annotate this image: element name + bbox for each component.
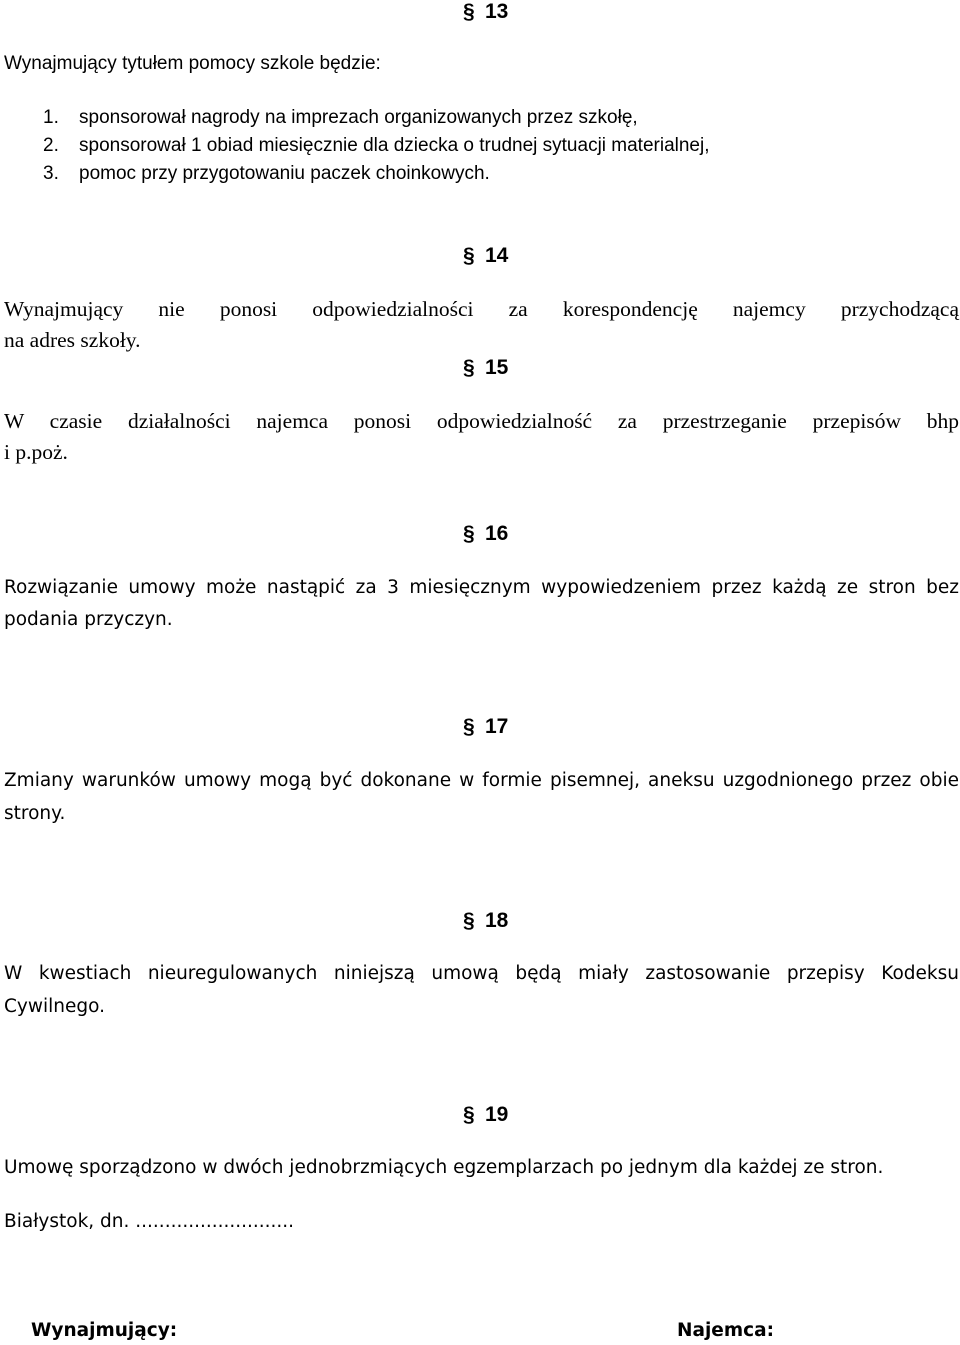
section-number: 19 bbox=[485, 1103, 509, 1126]
list-item-number: 3. bbox=[43, 163, 59, 184]
section-14-line-1: Wynajmujący nie ponosi odpowiedzialności za korespondencję najemcy przychodzącą bbox=[4, 297, 959, 321]
section-symbol: § bbox=[463, 356, 475, 379]
section-19-heading bbox=[463, 1103, 508, 1127]
section-number: 14 bbox=[485, 244, 509, 267]
section-symbol: § bbox=[463, 0, 475, 23]
section-16-line-2: podania przyczyn. bbox=[4, 609, 173, 630]
section-18-line-2: Cywilnego. bbox=[4, 996, 106, 1017]
section-number: 17 bbox=[485, 715, 509, 738]
section-17-heading bbox=[463, 715, 508, 739]
signature-tenant-label: Najemca: bbox=[677, 1320, 774, 1341]
section-19-line-1: Umowę sporządzono w dwóch jednobrzmiących egzemplarzach po jednym dla każdej ze stron. bbox=[4, 1157, 884, 1178]
section-17-line-2: strony. bbox=[4, 803, 66, 824]
section-13-heading bbox=[463, 0, 508, 24]
signature-landlord-label: Wynajmujący: bbox=[31, 1320, 178, 1341]
section-16-line-1: Rozwiązanie umowy może nastąpić za 3 miesięcznym wypowiedzeniem przez każdą ze stron bez bbox=[4, 577, 959, 598]
section-17-line-1: Zmiany warunków umowy mogą być dokonane w formie pisemnej, aneksu uzgodnionego przez obie bbox=[4, 770, 959, 791]
section-18-heading bbox=[463, 909, 508, 933]
section-symbol: § bbox=[463, 909, 475, 932]
section-15-heading bbox=[463, 356, 508, 380]
place-date: Białystok, dn. ........................... bbox=[4, 1211, 295, 1232]
section-15-line-2: i p.poż. bbox=[4, 440, 68, 464]
section-14-heading bbox=[463, 244, 508, 268]
section-symbol: § bbox=[463, 1103, 475, 1126]
list-item-number: 1. bbox=[43, 107, 59, 128]
section-number: 15 bbox=[485, 356, 509, 379]
section-number: 16 bbox=[485, 522, 509, 545]
list-item-number: 2. bbox=[43, 135, 59, 156]
section-16-heading bbox=[463, 522, 508, 546]
list-item-text: sponsorował nagrody na imprezach organizowanych przez szkołę, bbox=[79, 107, 638, 128]
section-symbol: § bbox=[463, 715, 475, 738]
list-item-text: sponsorował 1 obiad miesięcznie dla dziecka o trudnej sytuacji materialnej, bbox=[79, 135, 710, 156]
section-13-intro: Wynajmujący tytułem pomocy szkole będzie: bbox=[4, 53, 381, 74]
section-18-line-1: W kwestiach nieuregulowanych niniejszą umową będą miały zastosowanie przepisy Kodeksu bbox=[4, 963, 959, 984]
section-symbol: § bbox=[463, 244, 475, 267]
list-item-text: pomoc przy przygotowaniu paczek choinkowych. bbox=[79, 163, 490, 184]
section-number: 13 bbox=[485, 0, 509, 23]
section-number: 18 bbox=[485, 909, 509, 932]
section-14-line-2: na adres szkoły. bbox=[4, 328, 141, 352]
section-symbol: § bbox=[463, 522, 475, 545]
section-15-line-1: W czasie działalności najemca ponosi odpowiedzialność za przestrzeganie przepisów bhp bbox=[4, 409, 959, 433]
